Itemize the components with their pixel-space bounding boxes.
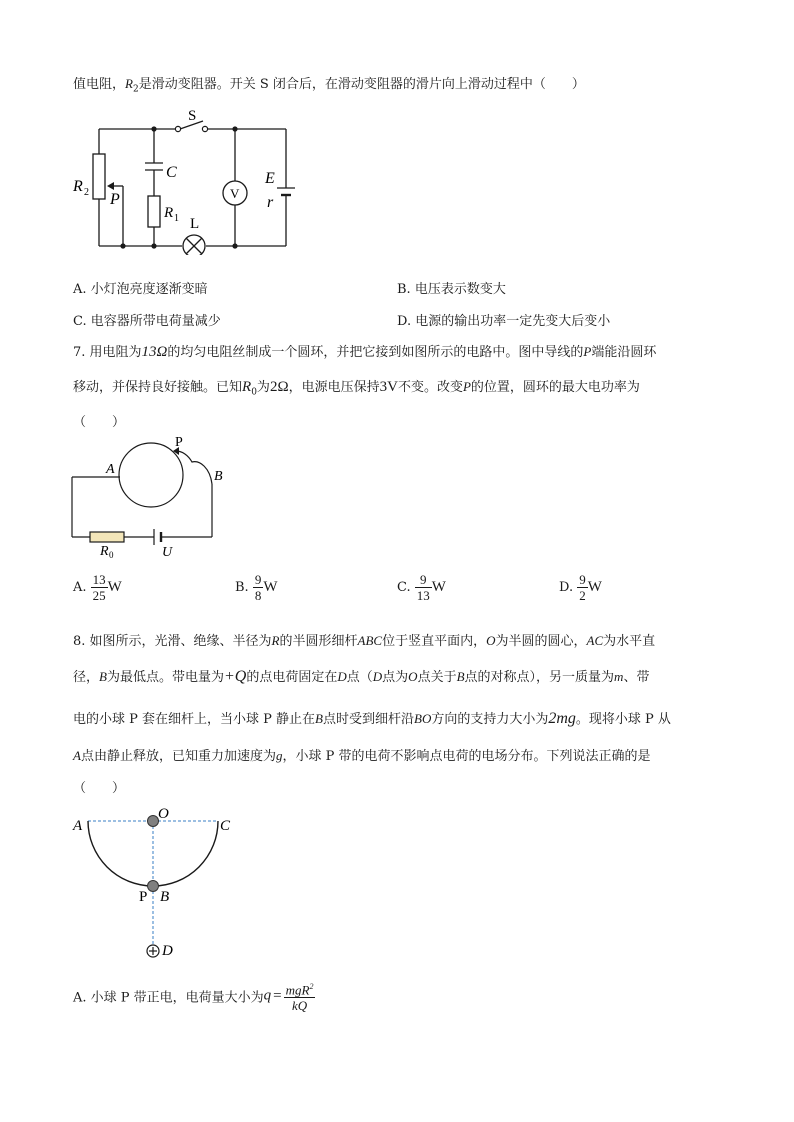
label-R1-sub: 1 (174, 213, 179, 224)
q6-stem (73, 73, 585, 95)
q7-stem-line-2: 移动，并保持良好接触。已知$R_0$为2Ω，电源电压保持3V不变。改变P的位置，圆环的最大电功率为 (73, 379, 640, 398)
label-R1: R (164, 205, 174, 221)
q6-option-D: D. 电源的输出功率一定先变大后变小 (397, 314, 611, 329)
q7-option-B: B. $\frac{9}{8}$ W (235, 572, 278, 603)
r0-resistor (90, 532, 124, 542)
label-V: V (230, 186, 240, 201)
r1-resistor (148, 196, 160, 227)
q6-stem-text-2: 是滑动变阻器。开关 S 闭合后，在滑动变阻器的滑片向上滑动过程中（ ） (138, 77, 585, 92)
q6-option-C: C. 电容器所带电荷量减少 (73, 314, 221, 329)
label-O: O (158, 806, 169, 822)
q7-option-C: C. $\frac{9}{13}$ W (397, 572, 446, 603)
q7-stem-line-1: 7. 用电阻为13Ω的均匀电阻丝制成一个圆环，并把它接到如图所示的电路中。图中导线的P端能沿圆环 (73, 344, 657, 360)
q7-option-A: A. $\frac{13}{25}$ W (73, 572, 122, 603)
ball-P (148, 881, 159, 892)
label-P: P (110, 191, 120, 208)
q8-stem-line-3: 电的小球 P 套在细杆上，当小球 P 静止在B点时受到细杆沿BO方向的支持力大小为2mg。现将小球 P 从 (73, 710, 671, 727)
q8-answer-bracket: （ ） (73, 781, 126, 796)
q7-ring-circuit-diagram (60, 430, 240, 560)
label-C: C (166, 164, 177, 181)
label-P: P (175, 435, 183, 450)
label-B: B (160, 889, 170, 905)
label-C: C (220, 818, 231, 834)
q8-option-A: A. 小球 P 带正电，电荷量大小为q = $\frac{mgR^2}{kQ}$ (73, 979, 315, 1013)
q6-circuit-diagram (66, 105, 306, 255)
q8-stem-line-2: 径，B为最低点。带电量为+Q的点电荷固定在D点（D点为O点关于B点的对称点），另一质量为m、带 (73, 668, 650, 685)
q6-option-B: B. 电压表示数变大 (397, 282, 506, 297)
label-U: U (162, 545, 173, 560)
label-B: B (214, 469, 223, 484)
q8-stem-line-1: 8. 如图所示，光滑、绝缘、半径为R的半圆形细杆ABC位于竖直平面内，O为半圆的圆心，AC为水平直 (73, 633, 656, 649)
center-O-point (148, 816, 159, 827)
r2-rheostat-resistor (93, 154, 105, 199)
q6-option-A: A. 小灯泡亮度逐渐变暗 (73, 282, 208, 297)
q7-option-D: D. $\frac{9}{2}$ W (559, 572, 602, 603)
resistance-ring (119, 443, 183, 507)
label-S: S (188, 108, 197, 124)
label-R2: R (73, 178, 83, 195)
label-r: r (267, 194, 274, 211)
label-L: L (190, 216, 200, 232)
q6-r2-symbol: R (125, 76, 133, 91)
q6-r2-sub: 2 (132, 84, 139, 95)
q8-stem-line-4: A点由静止释放，已知重力加速度为g，小球 P 带的电荷不影响点电荷的电场分布。下列说法正确的是 (73, 748, 651, 764)
q8-semicircle-diagram (66, 805, 246, 965)
slider-arrow-icon (107, 182, 114, 190)
label-R2-sub: 2 (84, 187, 89, 198)
label-A: A (73, 818, 83, 834)
label-R0-sub: 0 (109, 550, 114, 560)
label-R0: R (100, 544, 109, 559)
label-E: E (265, 170, 275, 187)
q6-stem-text-1: 值电阻， (73, 77, 126, 92)
q7-answer-bracket: （ ） (73, 415, 126, 430)
label-P: P (139, 889, 148, 905)
label-A: A (106, 462, 115, 477)
label-D: D (162, 943, 173, 959)
